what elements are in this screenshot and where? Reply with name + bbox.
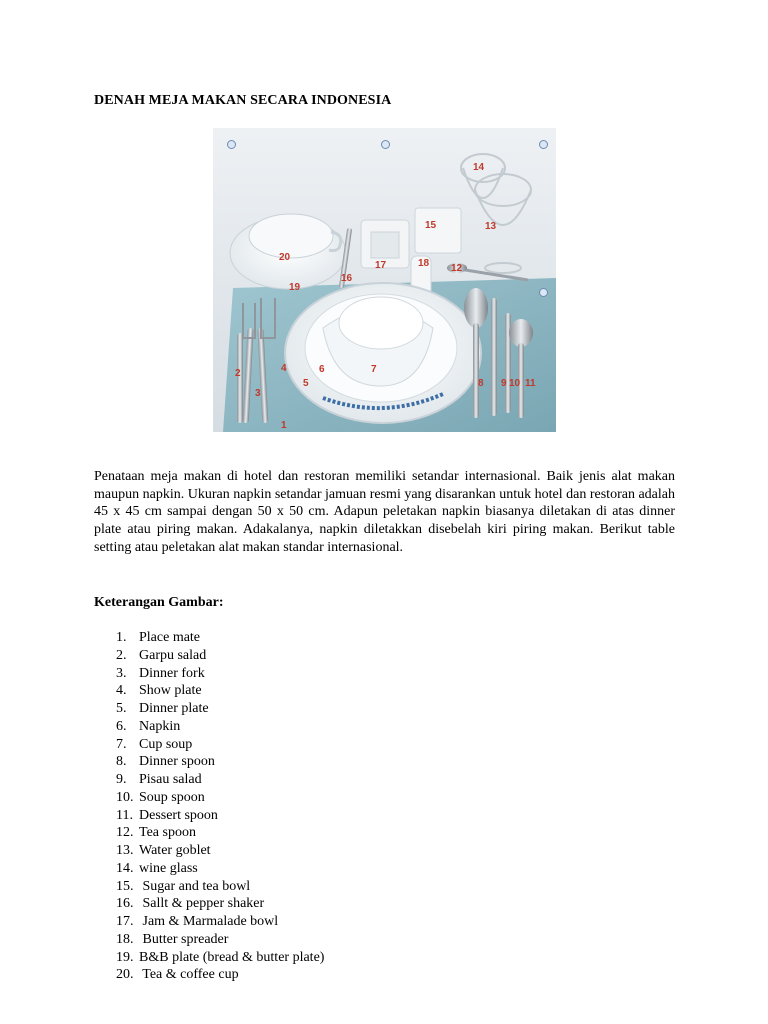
list-item: 9. Pisau salad (116, 772, 202, 787)
fig-label-7: 7 (371, 364, 377, 375)
legend-list (116, 629, 324, 984)
list-item: 14. wine glass (116, 860, 198, 876)
list-item: 8. Dinner spoon (116, 754, 215, 770)
list-item: 7. Cup soup (116, 736, 193, 752)
fig-label-2: 2 (235, 368, 241, 379)
fig-label-6: 6 (319, 364, 325, 375)
fig-label-11: 11 (525, 378, 536, 389)
soup-cup (339, 297, 423, 349)
fig-label-20: 20 (279, 252, 291, 263)
fig-label-16: 16 (341, 273, 353, 284)
selection-handle[interactable] (227, 140, 236, 149)
fig-label-17: 17 (375, 260, 387, 271)
list-item: 20. Tea & coffee cup (116, 967, 239, 983)
list-item: 4. Show plate (116, 683, 202, 699)
legend-title: Keterangan Gambar: (94, 595, 224, 610)
list-item: 11. Dessert spoon (116, 807, 218, 823)
list-item: 5. Dinner plate (116, 701, 209, 716)
page-title: DENAH MEJA MAKAN SECARA INDONESIA (94, 93, 392, 108)
selection-handle[interactable] (381, 140, 390, 149)
list-item: 18. Butter spreader (116, 931, 229, 947)
list-item: 19. B&B plate (bread & butter plate) (116, 949, 325, 965)
list-item: 6. Napkin (116, 718, 181, 734)
fig-label-10: 10 (509, 378, 521, 389)
fig-label-9: 9 (501, 378, 507, 389)
fig-label-13: 13 (485, 221, 497, 232)
list-item: 16. Sallt & pepper shaker (116, 896, 265, 912)
fig-label-4: 4 (281, 363, 287, 374)
list-item: 2. Garpu salad (116, 647, 207, 663)
fig-label-18: 18 (418, 258, 430, 269)
list-item: 12. Tea spoon (116, 825, 196, 841)
intro-paragraph: Penataan meja makan di hotel dan restoran memiliki setandar internasional. Baik jenis alat makan maupun napkin. Ukuran napkin setandar jamuan resmi yang disarankan untuk hotel dan restoran adalah 45 x 45 cm sampai dengan 50 x 50 cm. Adapun peletakan napkin biasanya diletakan di atas dinner plate atau piring makan. Adakalanya, napkin diletakkan disebelah kiri piring makan. Berikut table setting atau peletakan alat makan standar internasional. (94, 469, 675, 555)
list-item: 3. Dinner fork (116, 665, 205, 681)
selection-handle[interactable] (539, 288, 548, 297)
list-item: 15. Sugar and tea bowl (116, 878, 251, 894)
coffee-cup (249, 214, 333, 258)
selection-handle[interactable] (539, 140, 548, 149)
fig-label-12: 12 (451, 263, 463, 274)
list-item: 17. Jam & Marmalade bowl (116, 914, 279, 929)
list-item: 1. Place mate (116, 630, 201, 645)
fig-label-8: 8 (478, 378, 484, 389)
fig-label-5: 5 (303, 378, 309, 389)
fig-label-15: 15 (425, 220, 437, 231)
table-setting-image[interactable] (213, 128, 556, 432)
list-item: 10. Soup spoon (116, 789, 205, 805)
fig-label-3: 3 (255, 388, 261, 399)
list-item: 13. Water goblet (116, 843, 211, 858)
fig-label-14: 14 (473, 162, 485, 173)
table-setting-illustration (213, 128, 556, 432)
fig-label-19: 19 (289, 282, 301, 293)
fig-label-1: 1 (281, 420, 287, 431)
